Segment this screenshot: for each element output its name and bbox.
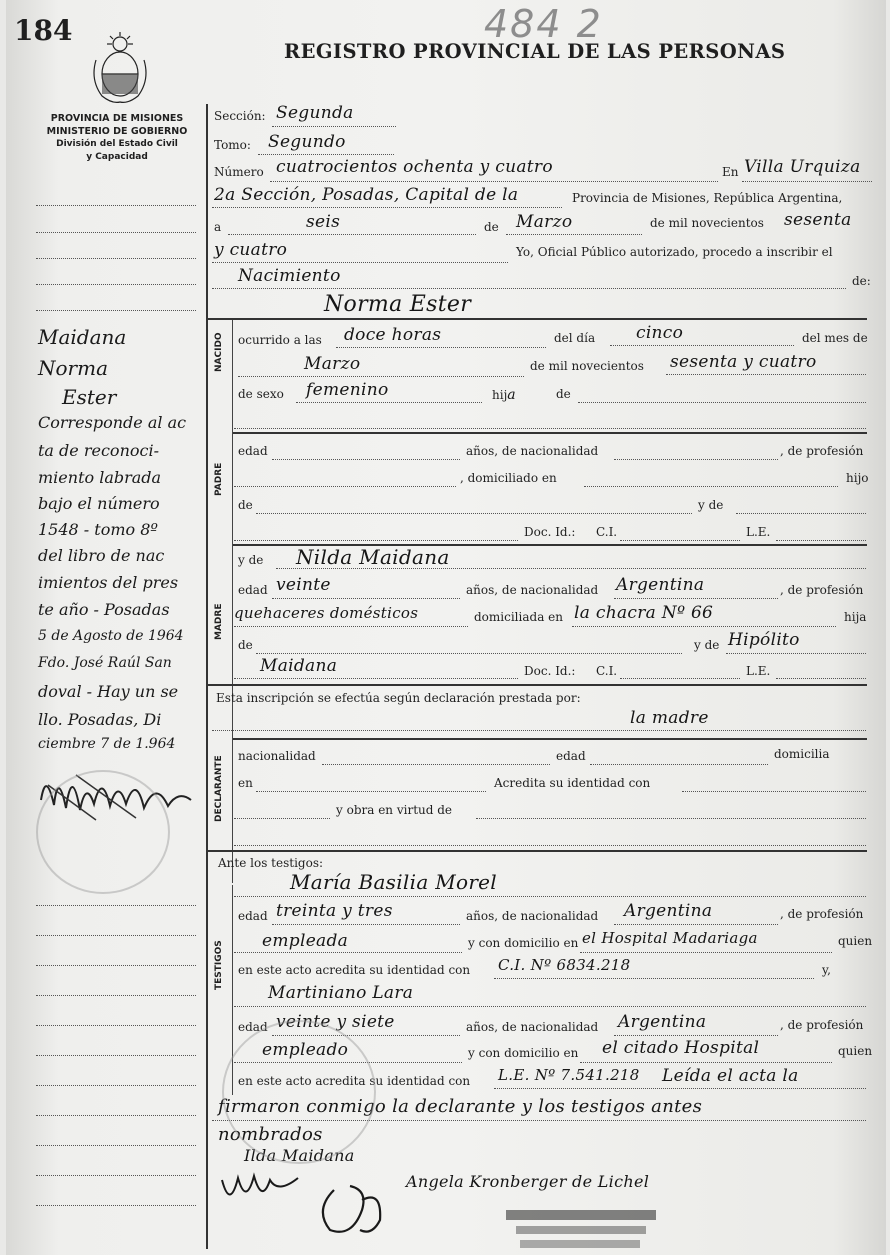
declarante-dom-label: domicilia <box>774 747 830 761</box>
declaracion-value: la madre <box>630 708 709 728</box>
margin-line: Norma <box>38 356 108 380</box>
tomo-label: Tomo: <box>214 138 251 152</box>
madre-hipolito-value: Hipólito <box>728 630 800 650</box>
madre-edad-label: edad <box>238 583 268 597</box>
tomo-value: Segundo <box>268 132 346 152</box>
witness-signatures <box>212 1150 412 1240</box>
coat-of-arms-icon <box>88 30 152 106</box>
t2-nac-label: años, de nacionalidad <box>466 1020 599 1034</box>
padre-ci-label: C.I. <box>596 525 618 539</box>
firma-madre: Ilda Maidana <box>244 1146 355 1165</box>
margin-line: Ester <box>62 385 117 409</box>
padre-le-label: L.E. <box>746 525 771 539</box>
testigos-section-label: TESTIGOS <box>214 940 224 990</box>
oficial-text: Yo, Oficial Público autorizado, procedo a inscribir el <box>516 245 833 259</box>
acto-value: Nacimiento <box>238 266 341 286</box>
madre-dom-value: la chacra Nº 66 <box>574 603 714 623</box>
cierre-line-1: Leída el acta la <box>662 1066 799 1086</box>
cierre-line-2: firmaron conmigo la declarante y los testigos antes <box>218 1096 703 1117</box>
testigo1-nombre: María Basilia Morel <box>290 870 498 894</box>
numero-label: Número <box>214 165 264 179</box>
section-column-rule <box>232 318 233 883</box>
padre-section-label: PADRE <box>214 462 224 496</box>
nombre-nacido: Norma Ester <box>324 292 472 317</box>
institution-line: MINISTERIO DE GOBIERNO <box>46 126 188 137</box>
de-colon-label: de: <box>852 274 871 288</box>
madre-y-de2-label: y de <box>694 638 720 652</box>
margin-line: Fdo. José Raúl San <box>38 655 172 671</box>
t1-nac-label: años, de nacionalidad <box>466 909 599 923</box>
hij-text: hij <box>492 388 508 402</box>
t1-y-label: y, <box>822 963 831 977</box>
main-column-rule <box>206 104 208 1249</box>
document-title: REGISTRO PROVINCIAL DE LAS PERSONAS <box>284 40 786 63</box>
padre-doc-label: Doc. Id.: <box>524 525 576 539</box>
official-seal-block <box>520 1240 640 1248</box>
official-seal-block <box>516 1226 646 1234</box>
numero-value: cuatrocientos ochenta y cuatro <box>276 157 553 177</box>
sexo-label: de sexo <box>238 387 284 401</box>
declaracion-text: Esta inscripción se efectúa según declaración prestada por: <box>216 691 581 705</box>
t2-edad-label: edad <box>238 1020 268 1034</box>
provincia-text: Provincia de Misiones, República Argentina, <box>572 191 843 205</box>
margin-line: miento labrada <box>38 468 162 487</box>
t2-dom-label: y con domicilio en <box>468 1046 579 1060</box>
padre-dom-label: , domiciliado en <box>460 471 557 485</box>
a-label: a <box>214 220 222 234</box>
t1-quien-label: quien <box>838 934 873 948</box>
t1-edad-value: treinta y tres <box>276 901 393 921</box>
madre-doc-label: Doc. Id.: <box>524 664 576 678</box>
seccion-value: Segunda <box>276 103 354 123</box>
dia-nac-value: cinco <box>636 323 684 343</box>
declarante-en-label: en <box>238 776 253 790</box>
margin-line: del libro de nac <box>38 546 165 565</box>
institution-line: y Capacidad <box>86 152 148 162</box>
filing-number: 484 2 <box>484 2 603 46</box>
official-seal-block <box>506 1210 656 1220</box>
madre-prof-value: quehaceres domésticos <box>234 604 419 622</box>
margin-stamp-icon <box>36 770 170 894</box>
dia-value: seis <box>306 212 341 232</box>
anio-nac-value: sesenta y cuatro <box>670 352 817 372</box>
testigo2-nombre: Martiniano Lara <box>268 983 414 1003</box>
t2-quien-label: quien <box>838 1044 873 1058</box>
ante-testigos-label: Ante los testigos: <box>218 856 324 870</box>
margin-line: Corresponde al ac <box>38 413 187 432</box>
madre-prof-label: , de profesión <box>780 583 864 597</box>
page-number: 184 <box>14 14 73 47</box>
seccion-label: Sección: <box>214 109 266 123</box>
hora-value: doce horas <box>344 325 442 345</box>
declarante-obra-label: y obra en virtud de <box>336 803 453 817</box>
padre-de-label: de <box>238 498 253 512</box>
t1-prof-label: , de profesión <box>780 907 864 921</box>
sexo-value: femenino <box>306 380 389 400</box>
section-divider <box>233 738 867 740</box>
institution-line: División del Estado Civil <box>56 139 178 149</box>
madre-le-label: L.E. <box>746 664 771 678</box>
margin-line: doval - Hay un se <box>38 682 179 701</box>
declarante-acredita-label: Acredita su identidad con <box>494 776 651 790</box>
t1-edad-label: edad <box>238 909 268 923</box>
t2-acredita-label: en este acto acredita su identidad con <box>238 1074 471 1088</box>
anio-value-2: y cuatro <box>214 240 288 260</box>
margin-line: imientos del pres <box>38 573 179 592</box>
de-label: de <box>484 220 499 234</box>
margin-line: te año - Posadas <box>38 600 170 619</box>
section-divider <box>233 432 867 434</box>
register-page <box>6 0 886 1255</box>
madre-ci-label: C.I. <box>596 664 618 678</box>
madre-edad-value: veinte <box>276 575 331 595</box>
madre-de-label: de <box>238 638 253 652</box>
anio-nac-label: de mil novecientos <box>530 359 644 373</box>
padre-edad-label: edad <box>238 444 268 458</box>
hij-label <box>492 387 516 403</box>
t1-prof-value: empleada <box>262 931 349 951</box>
declarante-edad-label: edad <box>556 749 586 763</box>
t2-dom-value: el citado Hospital <box>602 1038 760 1058</box>
madre-nac-value: Argentina <box>616 575 705 595</box>
t1-nac-value: Argentina <box>624 901 713 921</box>
del-dia-label: del día <box>554 331 596 345</box>
cierre-line-3: nombrados <box>218 1124 323 1145</box>
del-mes-label: del mes de <box>802 331 868 345</box>
hij-suffix: a <box>507 387 516 403</box>
padre-y-de-label: y de <box>698 498 724 512</box>
madre-dom-label: domiciliada en <box>474 610 563 624</box>
section-divider <box>207 684 867 686</box>
de-nac-label: de <box>556 387 571 401</box>
margin-line: ta de reconoci- <box>38 441 159 460</box>
anio-value-1: sesenta <box>784 210 852 230</box>
padre-nac-label: años, de nacionalidad <box>466 444 599 458</box>
mes-nac-value: Marzo <box>304 354 361 374</box>
official-stamp-icon <box>222 1020 376 1164</box>
t2-prof-value: empleado <box>262 1040 349 1060</box>
lugar-value-1: Villa Urquiza <box>744 157 861 177</box>
t1-dom-label: y con domicilio en <box>468 936 579 950</box>
margin-line: llo. Posadas, Di <box>38 710 162 729</box>
t1-dom-value: el Hospital Madariaga <box>582 929 758 947</box>
madre-apellido-value: Maidana <box>260 656 338 676</box>
margin-line: Maidana <box>38 325 127 349</box>
margin-line: 1548 - tomo 8º <box>38 520 158 539</box>
declarante-section-label: DECLARANTE <box>214 755 224 822</box>
t2-doc-value: L.E. Nº 7.541.218 <box>498 1066 640 1084</box>
margin-line: bajo el número <box>38 494 160 513</box>
anio-label: de mil novecientos <box>650 216 764 230</box>
lugar-value-2: 2a Sección, Posadas, Capital de la <box>214 185 519 205</box>
t2-edad-value: veinte y siete <box>276 1012 395 1032</box>
firma-oficial: Angela Kronberger de Lichel <box>406 1172 650 1191</box>
section-divider <box>207 850 867 852</box>
institution-line: PROVINCIA DE MISIONES <box>50 113 184 124</box>
t1-acredita-label: en este acto acredita su identidad con <box>238 963 471 977</box>
padre-hijo-label: hijo <box>846 471 869 485</box>
declarante-nac-label: nacionalidad <box>238 749 316 763</box>
t1-doc-value: C.I. Nº 6834.218 <box>498 956 631 974</box>
margin-line: ciembre 7 de 1.964 <box>38 736 176 752</box>
t2-prof-label: , de profesión <box>780 1018 864 1032</box>
en-label: En <box>722 165 739 179</box>
nacido-section-label: NACIDO <box>214 332 224 372</box>
institution-block <box>36 112 198 164</box>
madre-nac-label: años, de nacionalidad <box>466 583 599 597</box>
padre-prof-label: , de profesión <box>780 444 864 458</box>
madre-section-label: MADRE <box>214 603 224 640</box>
margin-line: 5 de Agosto de 1964 <box>38 628 184 644</box>
t2-nac-value: Argentina <box>618 1012 707 1032</box>
madre-hija-label: hija <box>844 610 867 624</box>
ocurrido-label: ocurrido a las <box>238 333 322 347</box>
mes-value: Marzo <box>516 212 573 232</box>
madre-y-de-label: y de <box>238 553 264 567</box>
section-divider <box>207 318 867 320</box>
madre-nombre: Nilda Maidana <box>296 545 450 569</box>
